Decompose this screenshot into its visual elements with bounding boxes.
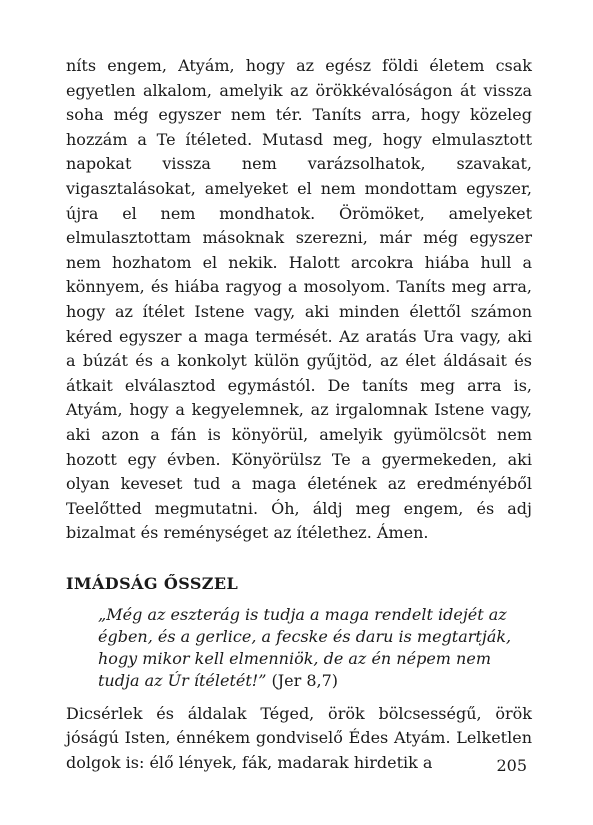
paragraph-continued-prayer: níts engem, Atyám, hogy az egész földi életem csak egyetlen alkalom, amelyik az örökkévalóságon át vissza soha még egyszer nem tér. Taníts arra, hogy közeleg hozzám a Te ítéleted. Mutasd meg, hogy elmulasztott napokat vissza nem varázsolhatok, szavakat, vigasztalásokat, amelyeket el nem mondottam egyszer, újra el nem mondhatok. Örömöket, amelyeket elmulasztottam másoknak szerezni, már még egyszer nem hozhatom el nekik. Halott arcokra hiába hull a könnyem, és hiába ragyog a mosolyom. Taníts meg arra, hogy az ítélet Istene vagy, aki minden élettől számon kéred egyszer a maga termését. Az aratás Ura vagy, aki a búzát és a konkolyt külön gyűjtöd, az élet áldásait és átkait elválasztod egymástól. De taníts meg arra is, Atyám, hogy a kegyelemnek, az irgalomnak Istene vagy, aki azon a fán is könyörül, amelyik gyümölcsöt nem hozott egy évben. Könyörülsz Te a gyermekeden, aki olyan keveset tud a maga életének az eredményéből Teelőtted megmutatni. Óh, áldj meg engem, és adj bizalmat és reménységet az ítélethez. Ámen.	[66, 56, 532, 543]
scripture-quote	[66, 604, 532, 692]
paragraph-prayer-start: Dicsérlek és áldalak Téged, örök bölcsességű, örök jóságú Isten, énnékem gondviselő Édes Atyám. Lelketlen dolgok is: élő lények, fák, madarak hirdetik a	[66, 703, 532, 773]
quote-reference: (Jer 8,7)	[271, 670, 339, 690]
body-text-second	[66, 702, 532, 776]
section-heading: IMÁDSÁG ŐSSZEL	[66, 573, 239, 593]
body-text	[66, 54, 532, 546]
quote-text: „Még az eszterág is tudja a maga rendelt idejét az égben, és a gerlice, a fecske és daru is megtartják, hogy mikor kell elmenniök, de az én népem nem tudja az Úr ítéletét!”	[98, 604, 512, 690]
page-content	[66, 54, 532, 776]
page-number: 205	[496, 756, 527, 775]
